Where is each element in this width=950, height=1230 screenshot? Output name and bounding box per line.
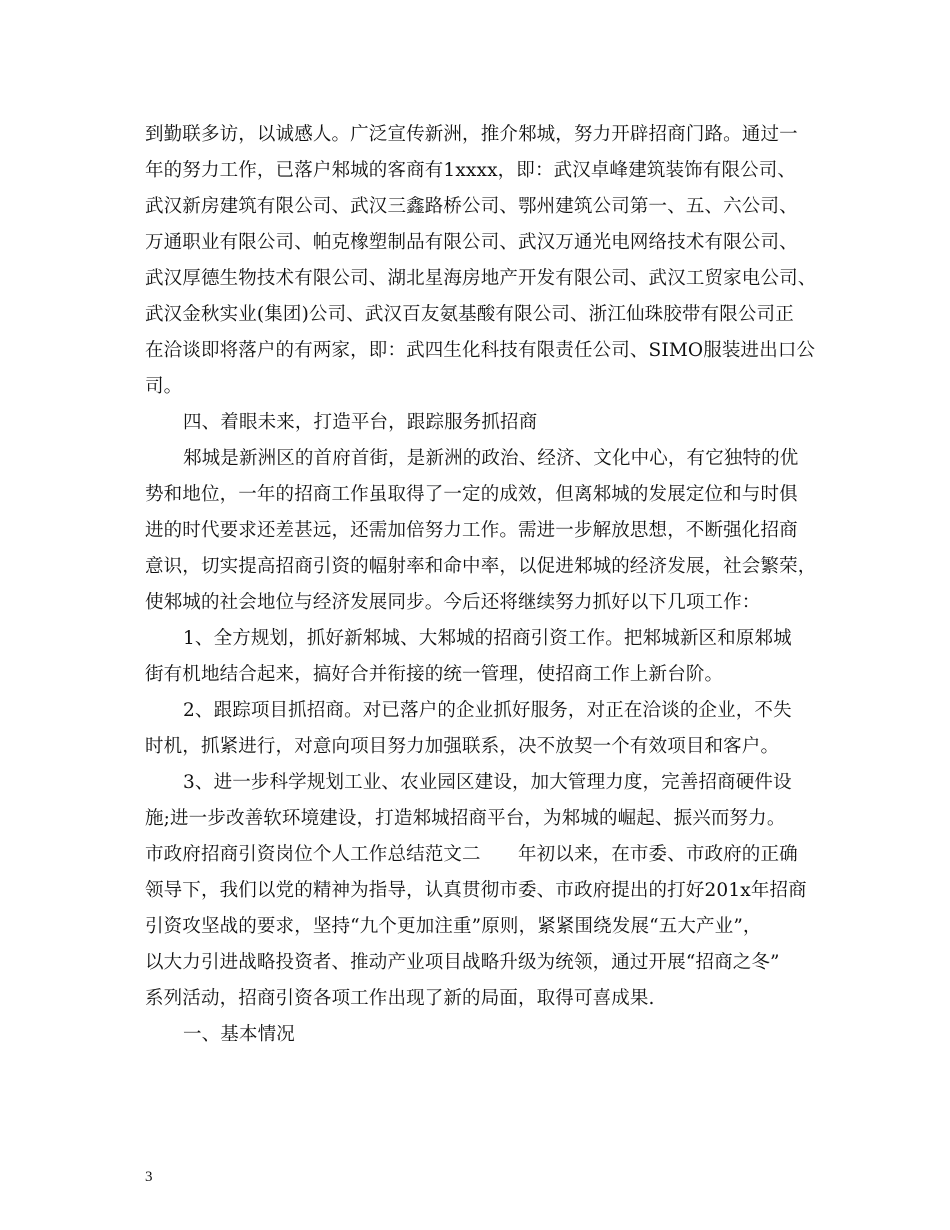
body-text-line: 进的时代要求还差甚远，还需加倍努力工作。需进一步解放思想，不断强化招商 — [145, 520, 798, 541]
body-text-line: 领导下，我们以党的精神为指导，认真贯彻市委、市政府提出的打好201x年招商 — [145, 880, 807, 901]
body-text-line: 施;进一步改善软环境建设，打造邾城招商平台，为邾城的崛起、振兴而努力。 — [145, 808, 786, 829]
section-heading: 四、着眼未来，打造平台，跟踪服务抓招商 — [183, 412, 538, 433]
body-text-line: 势和地位，一年的招商工作虽取得了一定的成效，但离邾城的发展定位和与时俱 — [145, 484, 798, 505]
body-text-line: 司。 — [145, 376, 183, 397]
body-text-line: 街有机地结合起来，搞好合并衔接的统一管理，使招商工作上新台阶。 — [145, 664, 724, 685]
body-text-line: 使邾城的社会地位与经济发展同步。今后还将继续努力抓好以下几项工作： — [145, 592, 761, 613]
body-text-line: 时机，抓紧进行，对意向项目努力加强联系，决不放契一个有效项目和客户。 — [145, 736, 780, 757]
list-item-2: 2、跟踪项目抓招商。对已落户的企业抓好服务，对正在洽谈的企业，不失 — [183, 700, 792, 721]
body-text-line: 系列活动，招商引资各项工作出现了新的局面，取得可喜成果. — [145, 988, 655, 1009]
article-title-line: 市政府招商引资岗位个人工作总结范文二 年初以来，在市委、市政府的正确 — [145, 844, 798, 865]
body-text-line: 武汉金秋实业(集团)公司、武汉百友氨基酸有限公司、浙江仙珠胶带有限公司正 — [145, 304, 794, 325]
body-text-line: 年的努力工作，已落户邾城的客商有1xxxx，即：武汉卓峰建筑装饰有限公司、 — [145, 160, 797, 181]
list-item-1: 1、全方规划，抓好新邾城、大邾城的招商引资工作。把邾城新区和原邾城 — [183, 628, 792, 649]
body-text-line: 引资攻坚战的要求，坚持“九个更加注重”原则，紧紧围绕发展“五大产业”， — [145, 916, 762, 937]
body-text-line: 在洽谈即将落户的有两家，即：武四生化科技有限责任公司、SIMO服装进出口公 — [145, 340, 816, 361]
list-item-3: 3、进一步科学规划工业、农业园区建设，加大管理力度，完善招商硬件设 — [183, 772, 792, 793]
paragraph-first-line: 邾城是新洲区的首府首街，是新洲的政治、经济、文化中心，有它独特的优 — [183, 448, 799, 469]
body-text-line: 万通职业有限公司、帕克橡塑制品有限公司、武汉万通光电网络技术有限公司、 — [145, 232, 798, 253]
body-text-line: 到勤联多访，以诚感人。广泛宣传新洲，推介邾城，努力开辟招商门路。通过一 — [145, 124, 798, 145]
body-text-line: 武汉厚德生物技术有限公司、湖北星海房地产开发有限公司、武汉工贸家电公司、 — [145, 268, 817, 289]
body-text-line: 武汉新房建筑有限公司、武汉三鑫路桥公司、鄂州建筑公司第一、五、六公司、 — [145, 196, 798, 217]
body-text-line: 意识，切实提高招商引资的幅射率和命中率，以促进邾城的经济发展，社会繁荣， — [145, 556, 817, 577]
page-number: 3 — [145, 1169, 153, 1185]
section-heading: 一、基本情况 — [183, 1024, 295, 1045]
body-text-line: 以大力引进战略投资者、推动产业项目战略升级为统领，通过开展“招商之冬” — [145, 952, 780, 973]
